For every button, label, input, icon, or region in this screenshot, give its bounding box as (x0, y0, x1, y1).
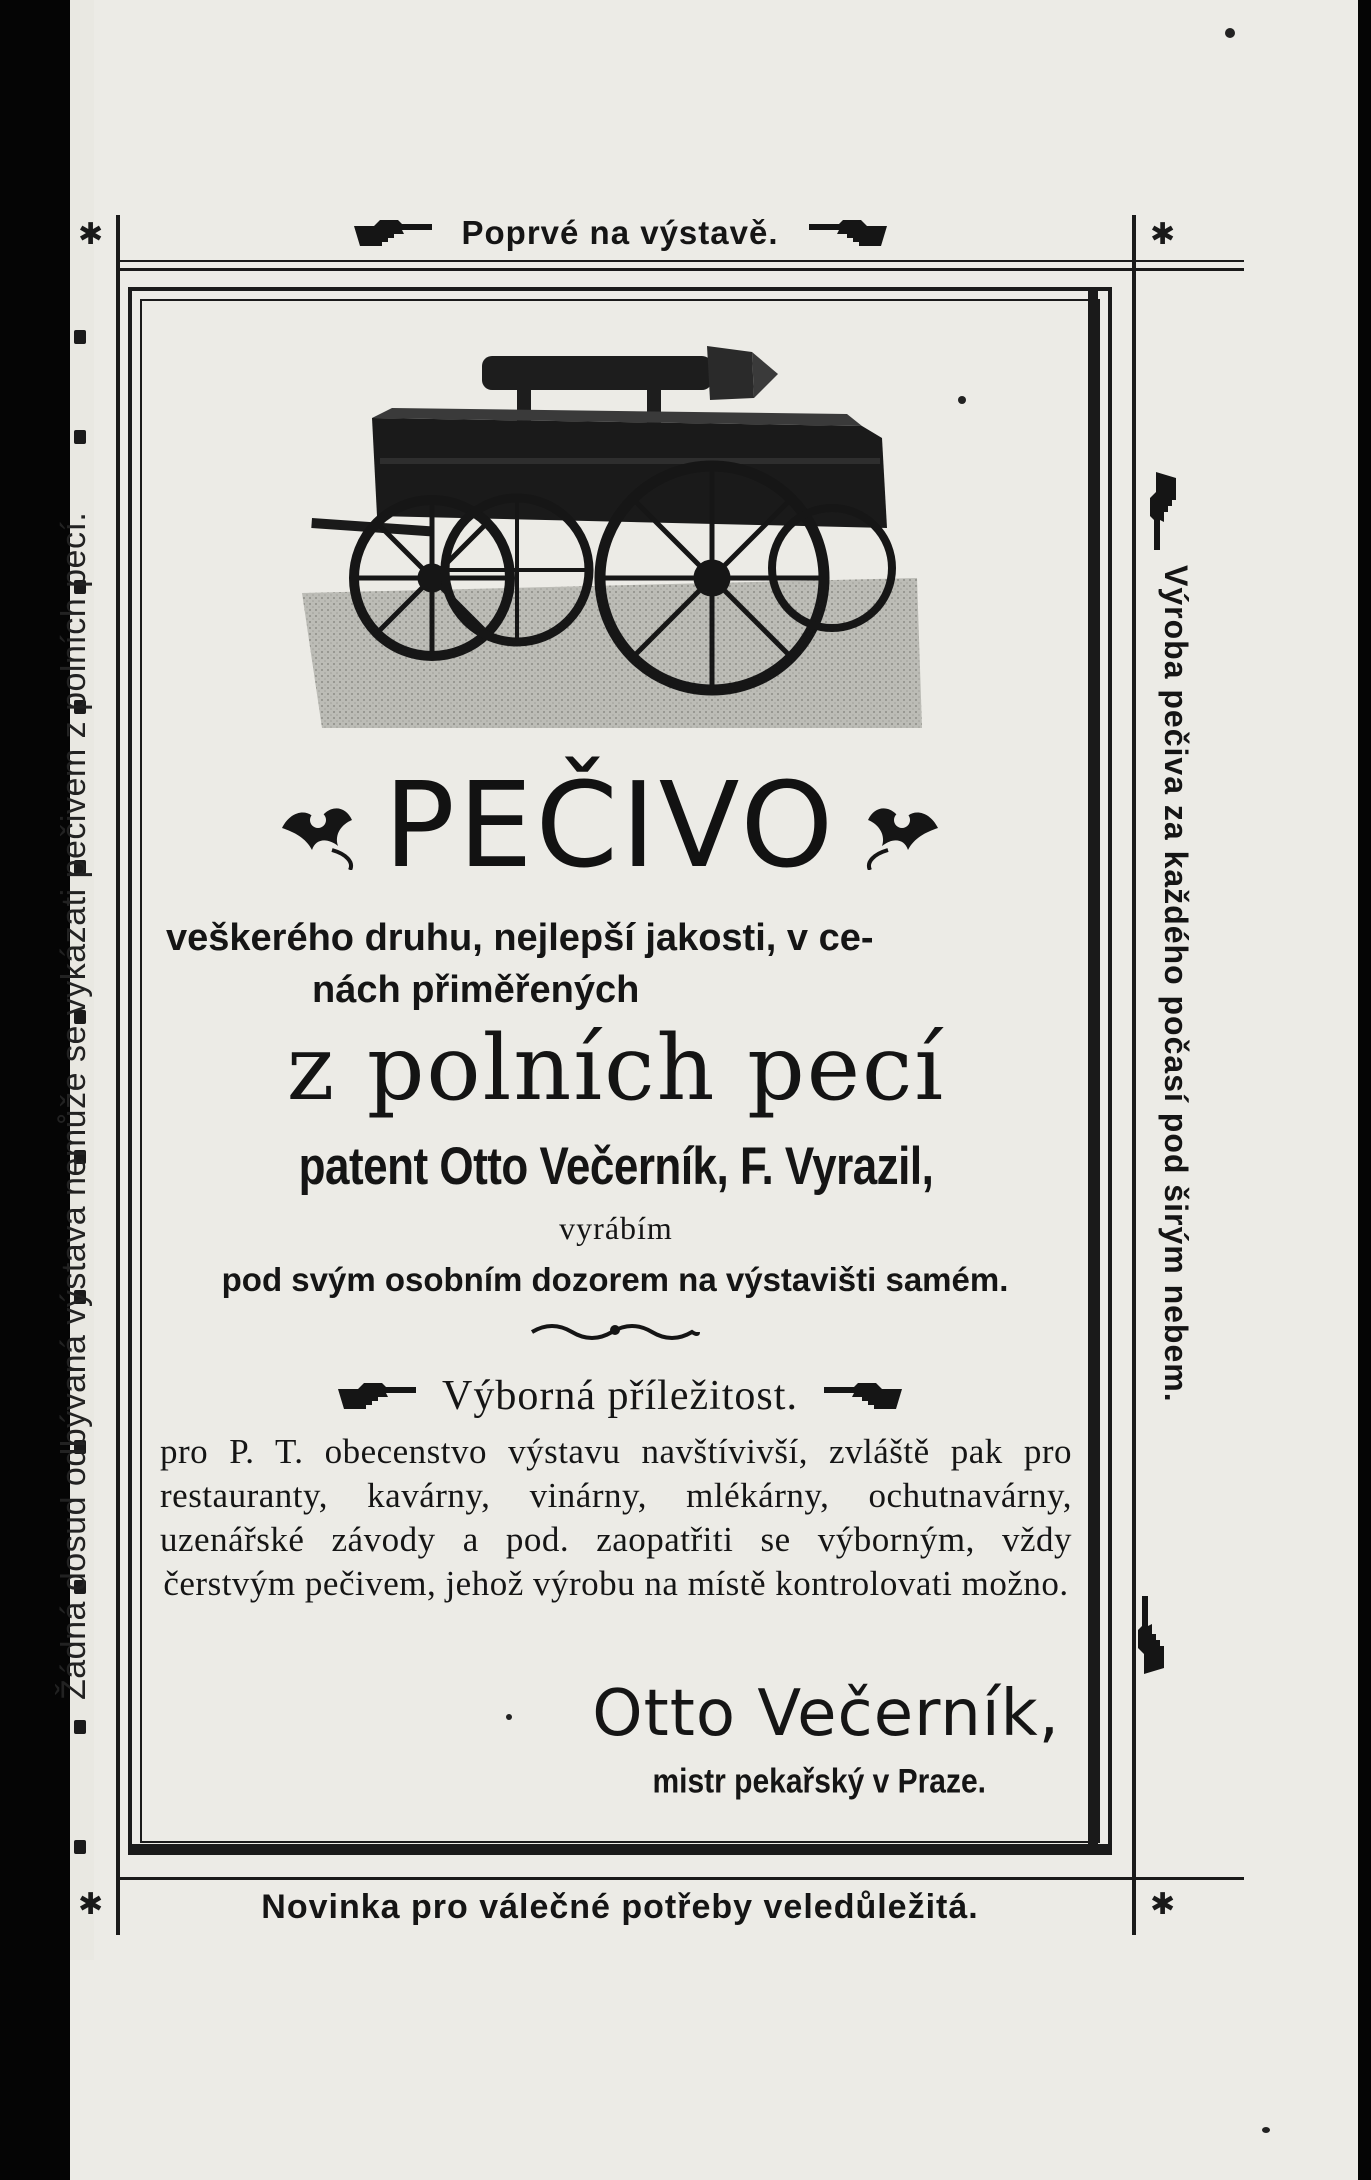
headline (170, 756, 1050, 894)
patent-line: patent Otto Večerník, F. Vyrazil, (298, 1137, 934, 1196)
big-serif-line: z polních pecí (286, 1016, 946, 1121)
supervision-line: pod svým osobním dozorem na výstavišti samém. (221, 1261, 1009, 1298)
produce-line: vyrábím (559, 1210, 673, 1246)
corner-asterisk-top-left: ✱ (78, 217, 104, 252)
signature-name: Otto Večerník, (592, 1677, 1060, 1751)
scan-speck (1225, 28, 1235, 38)
field-oven-wagon-illustration (302, 338, 922, 728)
subtitle-line-2: nách přiměřených (312, 969, 640, 1011)
corner-asterisk-bottom-left: ✱ (78, 1887, 104, 1922)
subtitle-line-1: veškerého druhu, nejlepší jakosti, v ce- (166, 917, 874, 959)
signature-title: mistr pekařský v Praze. (652, 1762, 986, 1801)
scan-speck (506, 1714, 512, 1720)
top-banner-text: Poprvé na výstavě. (461, 214, 779, 251)
corner-asterisk-bottom-right: ✱ (1150, 1887, 1176, 1922)
left-border-rule (116, 215, 120, 1935)
body-paragraph: pro P. T. obecenstvo výstavu navštívivší, zvláště pak pro restauranty, kavárny, vinárny, mlékárny, ochutnavárny, uzenářské závody a pod. zaopatřiti se výborným, vždy čerstvým pečivem, jehož výrobu na místě kontrolovati možno. (160, 1432, 1072, 1603)
scan-speck (958, 396, 966, 404)
pointing-hand-up-icon (1134, 1592, 1174, 1676)
pointing-hand-right-icon (352, 216, 436, 250)
top-banner (290, 208, 950, 258)
right-border-rule (1132, 215, 1136, 1935)
opportunity-heading (200, 1368, 1040, 1424)
ad-frame-shadow-bottom (130, 1844, 1110, 1854)
scan-speck (1262, 2127, 1270, 2133)
top-short-rule-left (116, 260, 1244, 262)
pointing-hand-left-icon (805, 216, 889, 250)
headline-text: PEČIVO (383, 756, 837, 894)
bottom-banner: Novinka pro válečné potřeby veledůležitá. (261, 1888, 979, 1926)
subtitle (166, 912, 1066, 1016)
pointing-hand-left-icon (820, 1379, 904, 1413)
right-side-vertical-text: Výroba pečiva za každého počasí pod širým nebem. (1158, 565, 1194, 1403)
corner-asterisk-top-right: ✱ (1150, 217, 1176, 252)
divider-ornament-icon (530, 1318, 700, 1342)
bottom-border-rule (116, 1877, 1244, 1880)
left-side-vertical-text: Žádná dosud odbývaná výstava nemůže se vykázati pečivem z polních pecí. (55, 511, 93, 1700)
floral-ornament-right-icon (858, 780, 948, 870)
pointing-hand-right-icon (336, 1379, 420, 1413)
ad-frame-shadow-right (1088, 288, 1098, 1854)
pointing-hand-down-icon (1146, 470, 1186, 554)
top-border-rule (116, 268, 1244, 271)
floral-ornament-left-icon (272, 780, 362, 870)
opportunity-text: Výborná příležitost. (442, 1373, 798, 1419)
